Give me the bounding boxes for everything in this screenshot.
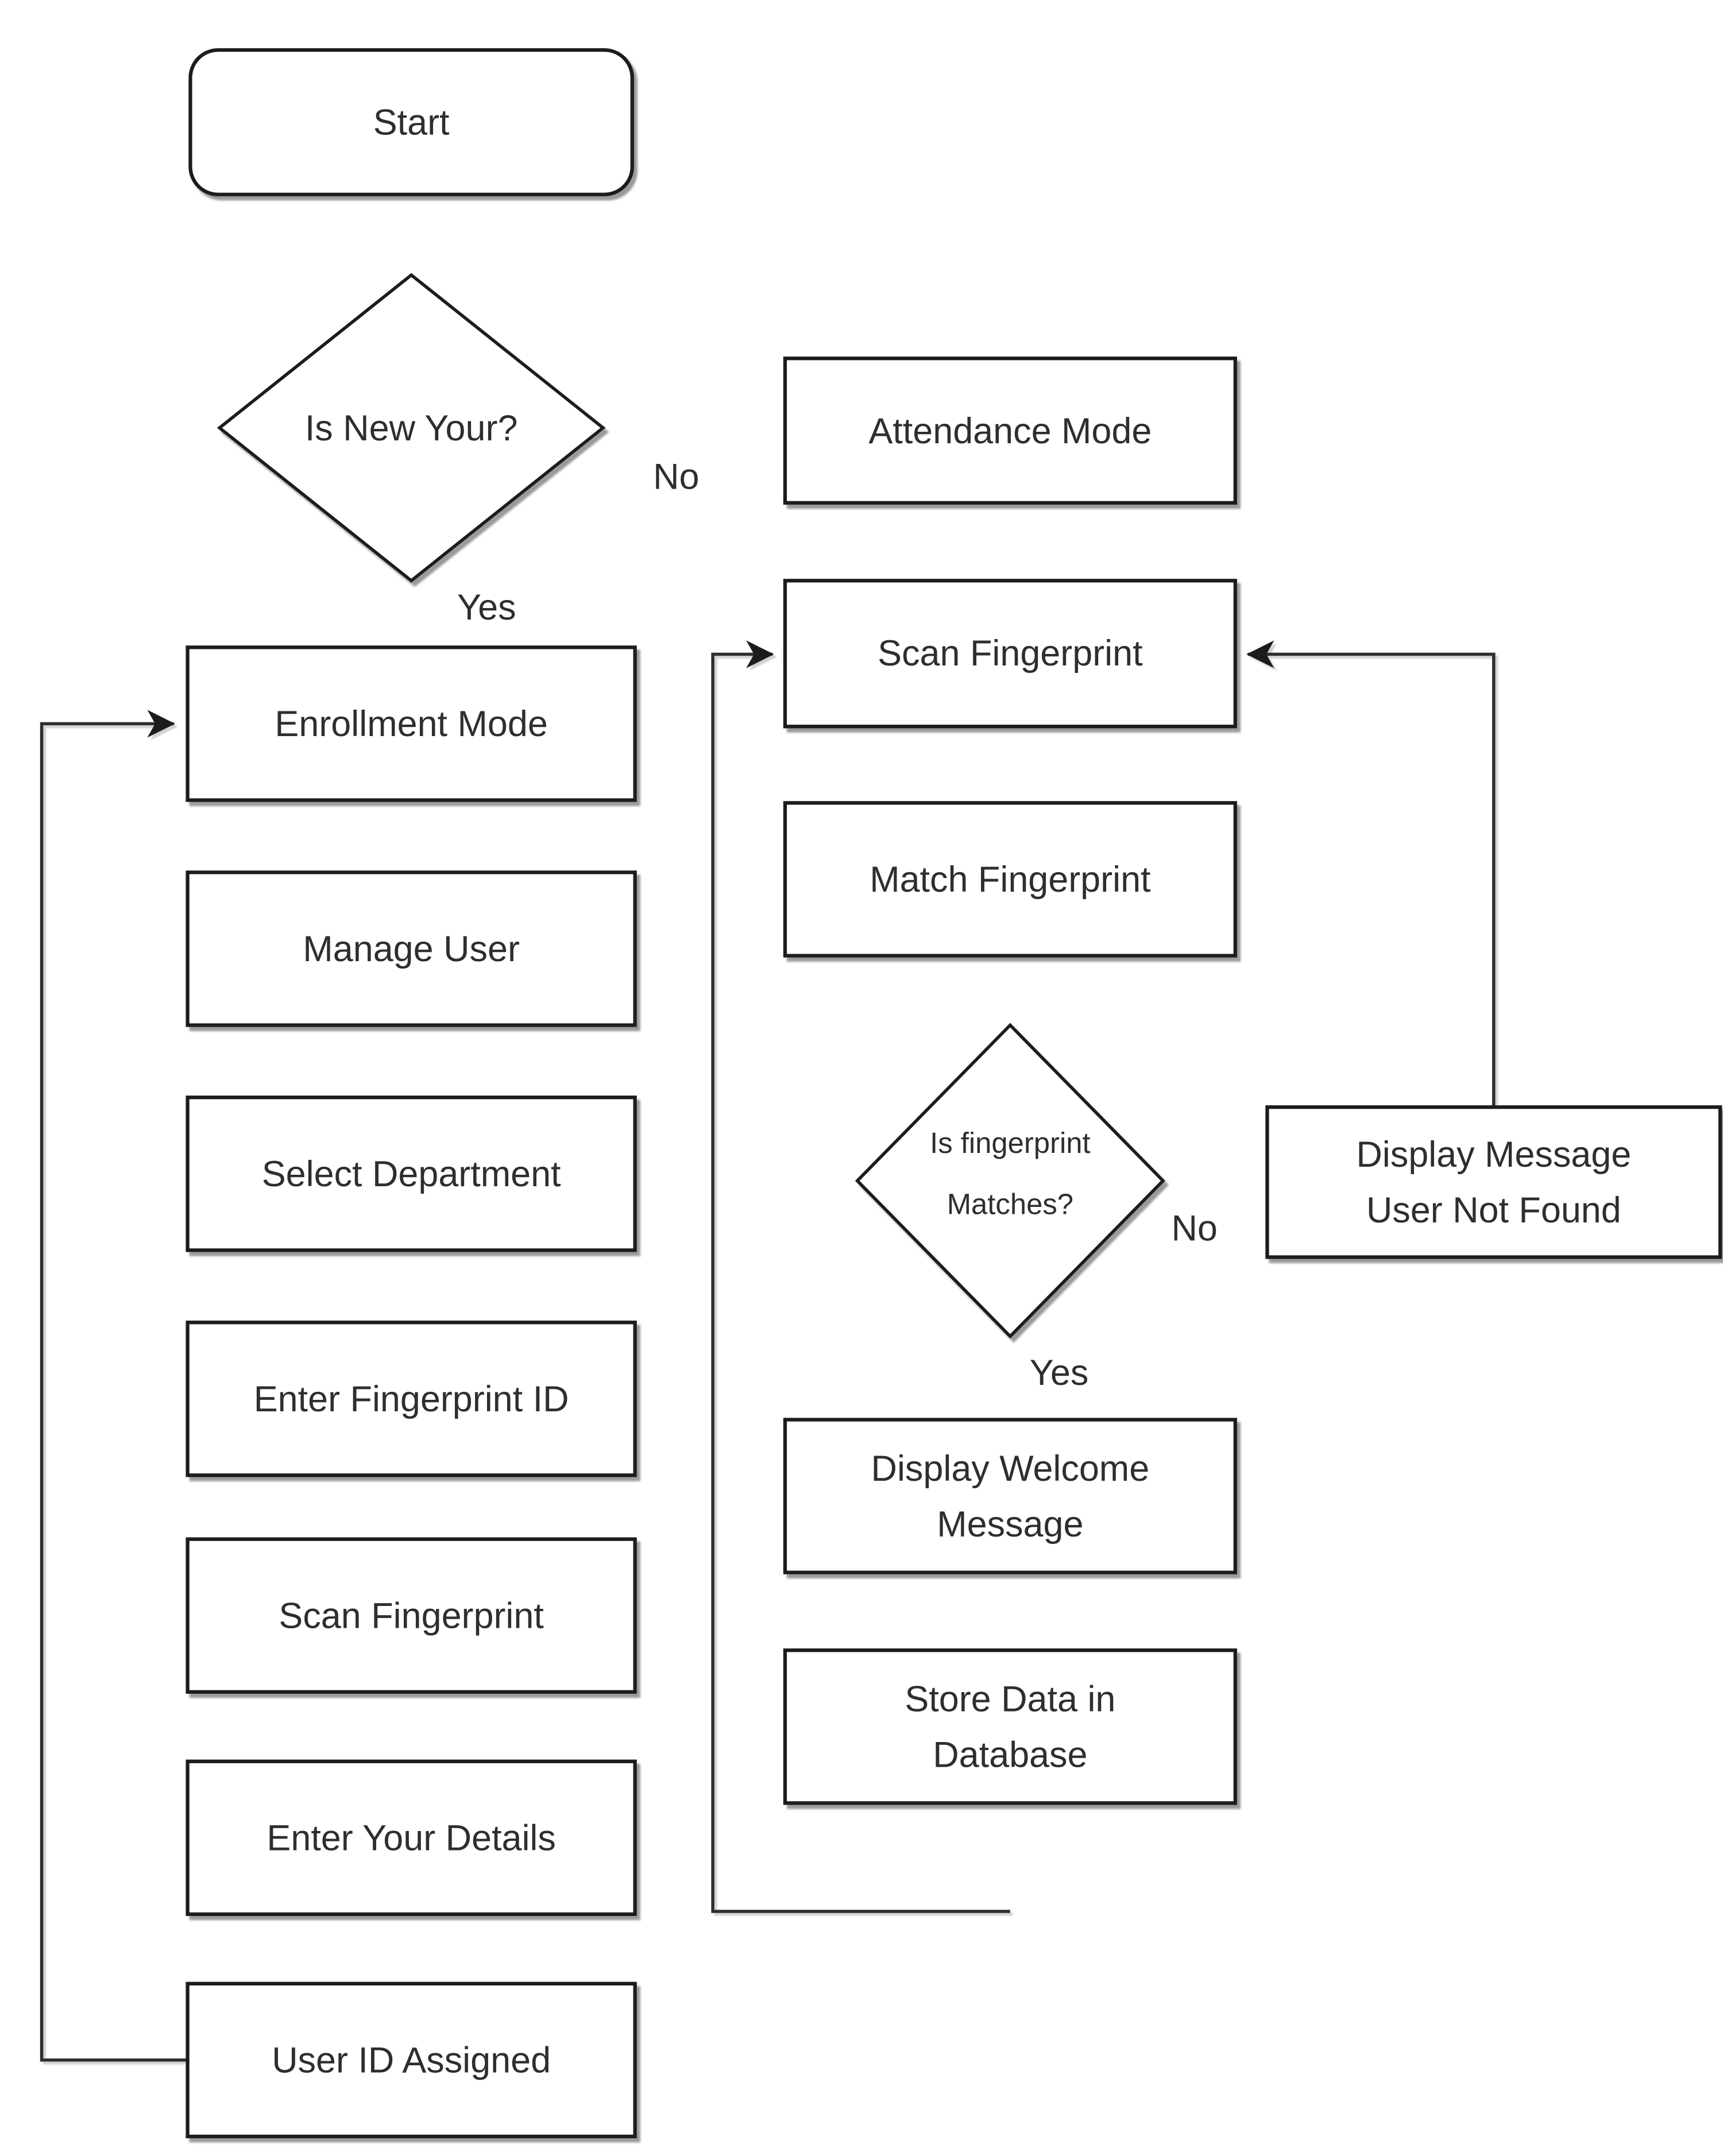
edge-label-no-new-user: No: [653, 456, 700, 497]
match-fingerprint-label: Match Fingerprint: [870, 860, 1151, 900]
node-enter-your-details: [188, 1762, 635, 1914]
user-id-assigned-label: User ID Assigned: [272, 2040, 551, 2081]
node-match-fingerprint: [785, 803, 1235, 955]
node-display-message-user-not-found: [1267, 1107, 1720, 1257]
node-is-fingerprint-matches: [857, 1025, 1163, 1336]
edge-label-yes-new-user: Yes: [457, 587, 516, 628]
display-message-shape: [1267, 1107, 1720, 1257]
scan-fingerprint-left-label: Scan Fingerprint: [279, 1596, 544, 1636]
scan-fingerprint-right-label: Scan Fingerprint: [878, 633, 1143, 673]
store-data-label-line2: Database: [933, 1735, 1088, 1775]
edge-loop-user-id-to-enrollment: [42, 723, 188, 2060]
node-store-data-in-database: [785, 1650, 1235, 1803]
node-scan-fingerprint-left: [188, 1539, 635, 1692]
display-welcome-label-line1: Display Welcome: [871, 1449, 1150, 1489]
is-fingerprint-matches-label-line2: Matches?: [947, 1187, 1073, 1221]
node-select-department: [188, 1097, 635, 1250]
attendance-mode-label: Attendance Mode: [868, 411, 1152, 451]
store-data-label-line1: Store Data in: [905, 1679, 1116, 1720]
select-department-label: Select Department: [261, 1154, 561, 1195]
is-fingerprint-matches-decision-shape: [857, 1025, 1163, 1336]
node-is-new-user: [219, 275, 603, 580]
enrollment-mode-label: Enrollment Mode: [275, 704, 548, 745]
manage-user-label: Manage User: [303, 929, 520, 970]
node-manage-user: [188, 872, 635, 1025]
node-scan-fingerprint-right: [785, 580, 1235, 726]
edge-label-yes-match: Yes: [1029, 1353, 1089, 1394]
is-new-user-label: Is New Your?: [304, 408, 518, 448]
node-start: [190, 50, 632, 195]
display-message-label-line2: User Not Found: [1366, 1190, 1621, 1231]
display-welcome-label-line2: Message: [937, 1504, 1084, 1545]
node-user-id-assigned: [188, 1984, 635, 2136]
display-message-label-line1: Display Message: [1356, 1135, 1632, 1175]
display-welcome-shape: [785, 1420, 1235, 1573]
is-fingerprint-matches-label-line1: Is fingerprint: [930, 1127, 1091, 1160]
node-attendance-mode: [785, 358, 1235, 503]
edge-label-no-match: No: [1171, 1208, 1218, 1249]
store-data-shape: [785, 1650, 1235, 1803]
enter-fingerprint-id-label: Enter Fingerprint ID: [253, 1379, 569, 1420]
enter-your-details-label: Enter Your Details: [266, 1818, 556, 1859]
node-enter-fingerprint-id: [188, 1322, 635, 1475]
node-display-welcome-message: [785, 1420, 1235, 1573]
edge-loop-display-message-to-scan: [1248, 655, 1494, 1108]
node-enrollment-mode: [188, 647, 635, 800]
start-label: Start: [373, 102, 450, 143]
